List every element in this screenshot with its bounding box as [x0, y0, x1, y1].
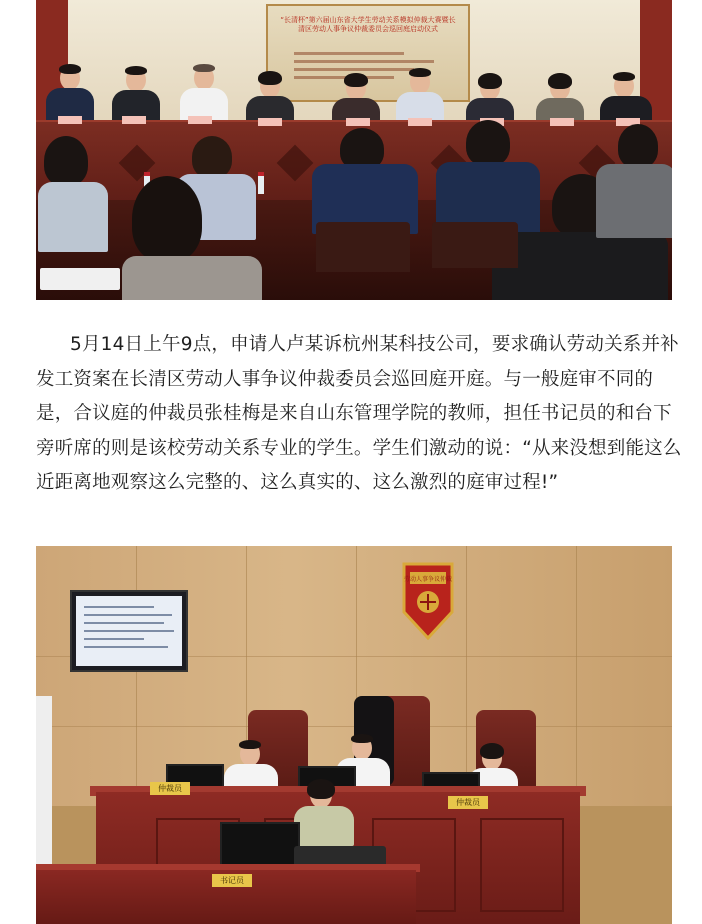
notebook: [40, 268, 120, 290]
name-card: [346, 118, 370, 126]
chair: [316, 222, 410, 272]
arbitrator-sign-left: 仲裁员: [150, 782, 190, 795]
chair: [432, 222, 518, 268]
clerk-sign: 书记员: [212, 874, 252, 887]
projection-screen: [266, 4, 470, 102]
name-card: [122, 116, 146, 124]
screen-title: “长清杯”第六届山东省大学生劳动关系模拟仲裁大赛暨长清区劳动人事争议仲裁委员会巡回庭启动仪式: [280, 16, 456, 33]
wall-monitor: [70, 590, 188, 672]
article-paragraph: 5月14日上午9点，申请人卢某诉杭州某科技公司，要求确认劳动关系并补发工资案在长清区劳动人事争议仲裁委员会巡回庭开庭。与一般庭审不同的是，合议庭的仲裁员张桂梅是来自山东管理学院的教师，担任书记员的和台下旁听席的则是该校劳动关系专业的学生。学生们激动的说：“从来没想到能这么近距离地观察这么完整的、这么真实的、这么激烈的庭审过程!”: [36, 334, 682, 493]
meeting-photo: [36, 0, 672, 300]
name-card: [188, 116, 212, 124]
courtroom-photo: [36, 546, 672, 924]
name-card: [58, 116, 82, 124]
name-card: [550, 118, 574, 126]
water-bottle: [258, 172, 264, 194]
arbitrator-sign-right: 仲裁员: [448, 796, 488, 809]
emblem-text: 劳动人事争议仲裁: [403, 576, 453, 583]
name-card: [258, 118, 282, 126]
name-card: [408, 118, 432, 126]
arbitration-emblem-icon: [398, 560, 458, 640]
